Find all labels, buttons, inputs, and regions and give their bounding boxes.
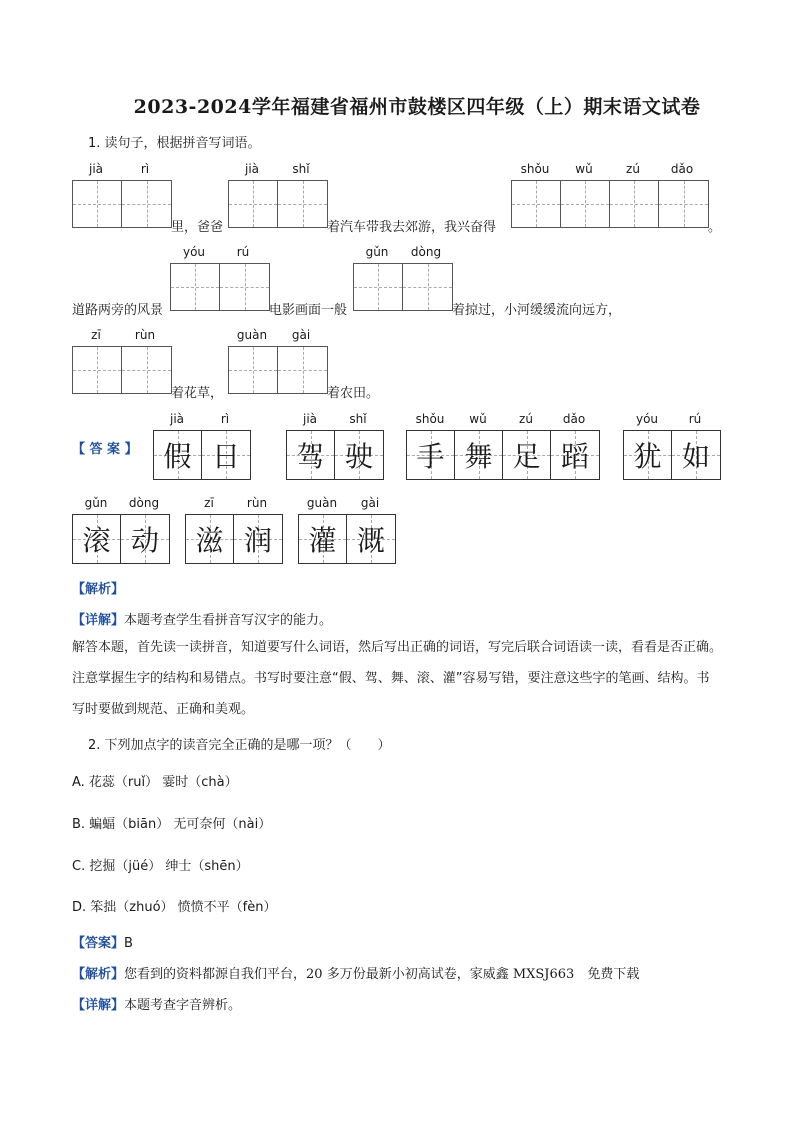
answer-cell bbox=[234, 515, 282, 563]
sentence-text: 。 bbox=[708, 220, 722, 235]
sentence-text: 着掠过，小河缓缓流向远方， bbox=[452, 303, 622, 318]
answer-label: 【 答 案 】 bbox=[72, 442, 138, 457]
answer-pinyin: rùn bbox=[246, 496, 268, 510]
answer-character: 驶 bbox=[344, 440, 373, 473]
answer-character: 舞 bbox=[464, 440, 493, 473]
pinyin: zī bbox=[91, 328, 101, 342]
answer-cell bbox=[672, 431, 720, 479]
answer-cell bbox=[154, 431, 202, 479]
answer-word-grid bbox=[298, 514, 396, 564]
pinyin: dǎo bbox=[670, 162, 694, 176]
option-c[interactable]: C. 挖掘（jüé） 绅士（shēn） bbox=[72, 859, 249, 874]
q1-prompt: 1. 读句子，根据拼音写词语。 bbox=[88, 136, 261, 151]
page-title: 2023-2024学年福建省福州市鼓楼区四年级（上）期末语文试卷 bbox=[133, 96, 701, 118]
answer-cell bbox=[73, 515, 121, 563]
answer-pinyin: zú bbox=[519, 412, 533, 426]
answer-pinyin: rú bbox=[688, 412, 702, 426]
pinyin: rú bbox=[236, 245, 250, 259]
analysis-label: 【解析】 bbox=[72, 582, 125, 597]
answer-grid[interactable] bbox=[228, 346, 328, 394]
answer-cell bbox=[551, 431, 599, 479]
answer-pinyin: zī bbox=[204, 496, 214, 510]
answer-cell bbox=[347, 515, 395, 563]
answer-character: 蹈 bbox=[560, 440, 589, 473]
answer-word-grid bbox=[406, 430, 600, 480]
answer-character: 假 bbox=[163, 440, 192, 473]
answer-cell bbox=[186, 515, 234, 563]
pinyin: dòng bbox=[410, 245, 442, 259]
sentence-text: 道路两旁的风景 bbox=[72, 303, 164, 318]
sentence-text: 里，爸爸 bbox=[171, 220, 224, 235]
answer-cell bbox=[455, 431, 503, 479]
answer-character: 日 bbox=[211, 440, 240, 473]
pinyin: jià bbox=[88, 162, 104, 176]
detail-label: 【详解】 bbox=[72, 613, 125, 628]
detail-text: 本题考查字音辨析。 bbox=[124, 998, 242, 1013]
answer-character: 驾 bbox=[296, 440, 325, 473]
pinyin: yóu bbox=[182, 245, 206, 259]
pinyin: shǒu bbox=[520, 162, 550, 176]
sentence-text: 着花草， bbox=[171, 386, 224, 401]
answer-word-grid bbox=[286, 430, 384, 480]
pinyin: shǐ bbox=[292, 162, 310, 176]
analysis-paragraph: 解答本题，首先读一读拼音，知道要写什么词语，然后写出正确的词语，写完后联合词语读一读，看看是否正确。注意掌握生字的结构和易错点。书写时要注意“假、驾、舞、滚、灌”容易写错，要注意这些字的笔画、结构。书写时要做到规范、正确和美观。 bbox=[72, 640, 723, 717]
answer-pinyin: yóu bbox=[635, 412, 659, 426]
option-a[interactable]: A. 花蕊（ruǐ） 霎时（chà） bbox=[72, 775, 238, 790]
answer-word-grid bbox=[72, 514, 170, 564]
answer-cell bbox=[287, 431, 335, 479]
sentence-text: 着汽车带我去郊游，我兴奋得 bbox=[327, 220, 497, 235]
option-b[interactable]: B. 蝙蝠（biān） 无可奈何（nài） bbox=[72, 817, 272, 832]
detail-text: 本题考查学生看拼音写汉字的能力。 bbox=[124, 613, 333, 628]
answer-character: 润 bbox=[243, 524, 272, 557]
pinyin: rùn bbox=[134, 328, 156, 342]
analysis-label: 【解析】 bbox=[72, 967, 125, 982]
option-d[interactable]: D. 笨拙（zhuó） 愤愤不平（fèn） bbox=[72, 900, 277, 915]
answer-word-grid bbox=[153, 430, 251, 480]
pinyin: wǔ bbox=[575, 162, 593, 176]
answer-grid[interactable] bbox=[170, 263, 270, 311]
answer-grid[interactable] bbox=[353, 263, 453, 311]
answer-character: 手 bbox=[416, 440, 445, 473]
answer-cell bbox=[407, 431, 455, 479]
pinyin: gǔn bbox=[365, 245, 389, 259]
answer-cell bbox=[503, 431, 551, 479]
sentence-text: 着农田。 bbox=[327, 386, 380, 401]
q2-detail bbox=[72, 994, 241, 1013]
answer-pinyin: gài bbox=[360, 496, 380, 510]
answer-word-grid bbox=[185, 514, 283, 564]
answer-cell bbox=[624, 431, 672, 479]
answer-pinyin: gǔn bbox=[84, 496, 108, 510]
answer-character: 犹 bbox=[633, 440, 662, 473]
sentence-text: 电影画面一般 bbox=[269, 303, 348, 318]
answer-pinyin: jià bbox=[302, 412, 318, 426]
answer-character: 滚 bbox=[82, 524, 111, 557]
answer-pinyin: shǐ bbox=[349, 412, 367, 426]
answer-cell bbox=[121, 515, 169, 563]
q2-answer bbox=[72, 932, 133, 951]
q2-analysis bbox=[72, 963, 639, 982]
pinyin: jià bbox=[244, 162, 260, 176]
answer-character: 滋 bbox=[195, 524, 224, 557]
answer-grid[interactable] bbox=[72, 346, 172, 394]
answer-pinyin: guàn bbox=[306, 496, 338, 510]
answer-pinyin: rì bbox=[220, 412, 230, 426]
q2-prompt: 2. 下列加点字的读音完全正确的是哪一项？（ ） bbox=[88, 738, 391, 753]
detail-line bbox=[72, 609, 332, 628]
answer-grid[interactable] bbox=[228, 180, 328, 228]
answer-character: 溉 bbox=[356, 524, 385, 557]
answer-grid[interactable] bbox=[72, 180, 172, 228]
pinyin: guàn bbox=[236, 328, 268, 342]
answer-pinyin: shǒu bbox=[415, 412, 445, 426]
detail-label: 【详解】 bbox=[72, 998, 125, 1013]
answer-grid[interactable] bbox=[511, 180, 709, 228]
pinyin: rì bbox=[140, 162, 150, 176]
answer-character: 足 bbox=[512, 440, 541, 473]
answer-label: 【答案】 bbox=[72, 936, 125, 951]
answer-pinyin: dǎo bbox=[562, 412, 586, 426]
answer-pinyin: dòng bbox=[128, 496, 160, 510]
answer-character: 灌 bbox=[308, 524, 337, 557]
answer-character: 如 bbox=[681, 440, 710, 473]
answer-cell bbox=[202, 431, 250, 479]
answer-pinyin: jià bbox=[169, 412, 185, 426]
pinyin: zú bbox=[626, 162, 640, 176]
answer-pinyin: wǔ bbox=[469, 412, 487, 426]
analysis-text: 您看到的资料都源自我们平台，20 多万份最新小初高试卷，家威鑫 MXSJ663 免费下载 bbox=[124, 967, 640, 982]
pinyin: gài bbox=[291, 328, 311, 342]
answer-word-grid bbox=[623, 430, 721, 480]
answer-cell bbox=[299, 515, 347, 563]
answer-cell bbox=[335, 431, 383, 479]
answer-character: 动 bbox=[130, 524, 159, 557]
answer-value: B bbox=[124, 936, 133, 951]
